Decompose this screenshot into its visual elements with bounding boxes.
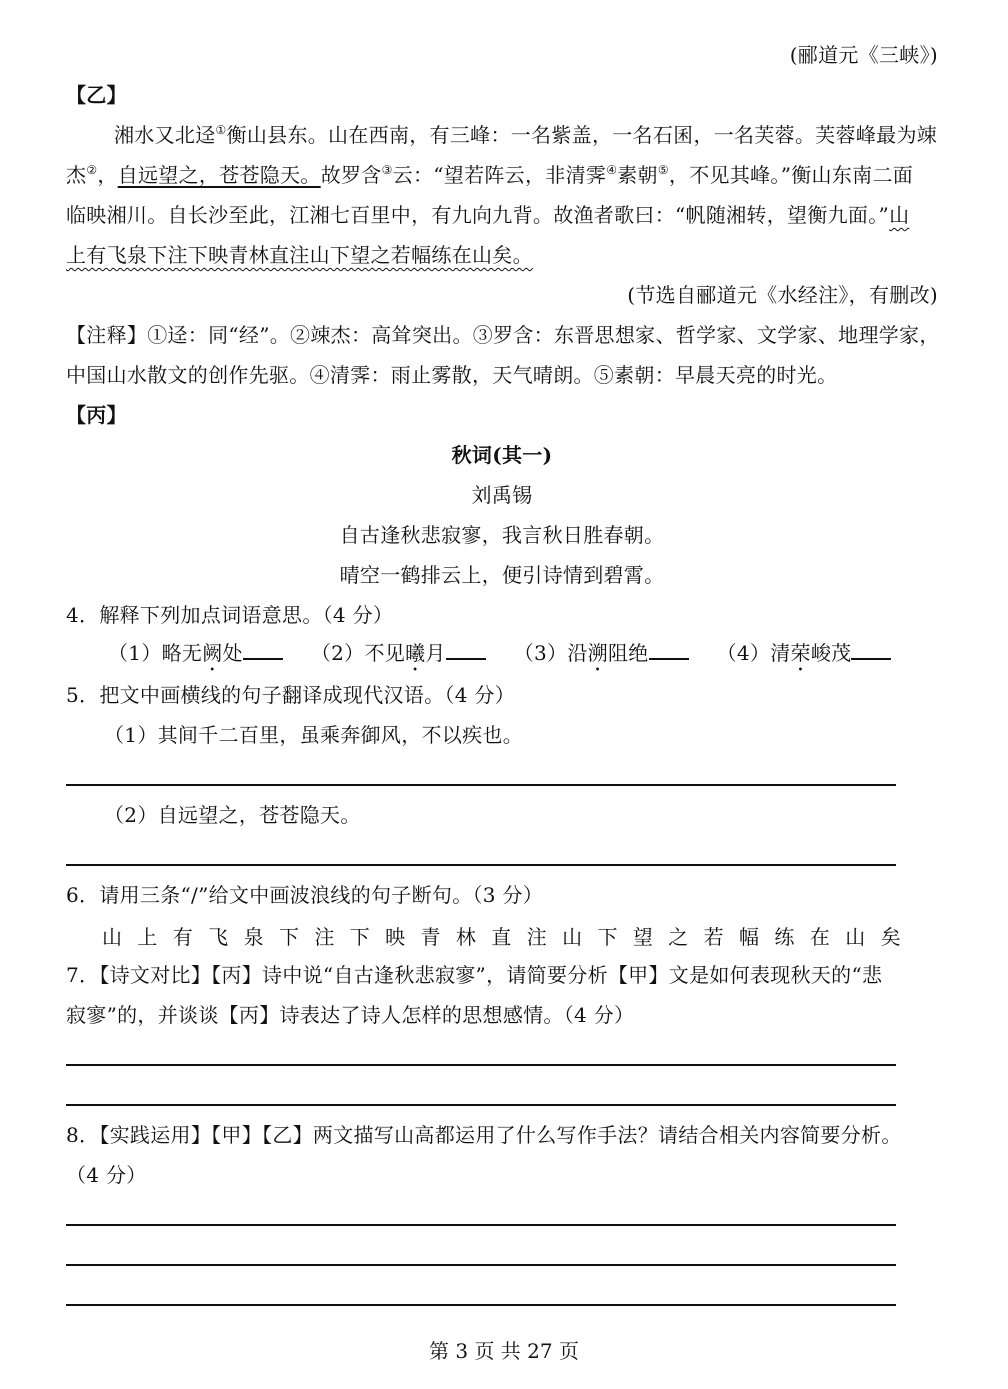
annotation-line-1: 【注释】①迳：同“经”。②竦杰：高耸突出。③罗含：东晋思想家、哲学家、文学家、地理学家， xyxy=(66,323,940,347)
question-4-items xyxy=(108,640,938,676)
sentence-char: 林 xyxy=(455,925,477,949)
answer-line[interactable] xyxy=(66,1104,896,1106)
footnote-marker: ③ xyxy=(381,163,393,177)
question-6-sentence[interactable] xyxy=(102,924,938,950)
question-4-item-1: （1）略无阙处 xyxy=(108,640,311,676)
sentence-char: 山 xyxy=(102,925,123,949)
question-4-item-2: （2）不见曦月 xyxy=(311,640,514,676)
question-4-item-4: （4）清荣峻茂 xyxy=(717,640,892,676)
sentence-char: 矣 xyxy=(880,925,901,949)
question-8-line-1: 8．【实践运用】【甲】【乙】两文描写山高都运用了什么写作手法？请结合相关内容简要分析。 xyxy=(66,1123,902,1147)
answer-blank[interactable] xyxy=(649,640,689,660)
passage-jia-source: (郦道元《三峡》) xyxy=(789,43,938,67)
passage-yi-line-4 xyxy=(66,242,938,268)
question-5-sub-2: （2）自远望之，苍苍隐天。 xyxy=(104,803,361,827)
sentence-char: 望 xyxy=(632,925,654,949)
poem-author: 刘禹锡 xyxy=(471,483,533,507)
sentence-char: 幅 xyxy=(739,925,760,949)
answer-line[interactable] xyxy=(66,864,896,866)
question-4-item-3: （3）沿溯阻绝 xyxy=(514,640,717,676)
poem-line-2: 晴空一鹤排云上，便引诗情到碧霄。 xyxy=(339,563,665,587)
sentence-char: 注 xyxy=(526,925,547,949)
question-7-line-1: 7．【诗文对比】【丙】诗中说“自古逢秋悲寂寥”，请简要分析【甲】文是如何表现秋天的“悲 xyxy=(66,963,883,987)
sentence-char: 直 xyxy=(491,925,512,949)
sentence-char: 下 xyxy=(597,925,618,949)
passage-yi-line-1: 湘水又北迳①衡山县东。山在西南，有三峰：一名紫盖，一名石囷，一名芙蓉。芙蓉峰最为竦 xyxy=(114,123,938,147)
answer-line[interactable] xyxy=(66,784,896,786)
question-6-prompt: 6．请用三条“/”给文中画波浪线的句子断句。（3 分） xyxy=(66,883,544,907)
sentence-char: 在 xyxy=(809,925,831,949)
footnote-marker: ④ xyxy=(606,163,618,177)
passage-yi-line-3: 临映湘川。自长沙至此，江湘七百里中，有九向九背。故渔者歌曰：“帆随湘转，望衡九面。”山 xyxy=(66,203,910,227)
sentence-char: 泉 xyxy=(243,925,264,949)
answer-blank[interactable] xyxy=(446,640,486,660)
sentence-char: 有 xyxy=(172,925,194,949)
footnote-marker: ② xyxy=(86,163,98,177)
wavy-sentence: 上有飞泉下注下映青林直注山下望之若幅练在山矣。 xyxy=(66,243,533,267)
footnote-marker: ⑤ xyxy=(657,163,669,177)
section-bing-heading: 【丙】 xyxy=(66,403,127,427)
sentence-char: 上 xyxy=(137,925,158,949)
sentence-char: 飞 xyxy=(208,925,229,949)
sentence-char: 青 xyxy=(420,925,441,949)
question-5-prompt: 5．把文中画横线的句子翻译成现代汉语。（4 分） xyxy=(66,683,516,707)
footnote-marker: ① xyxy=(215,123,227,137)
sentence-char: 下 xyxy=(349,925,371,949)
sentence-char: 若 xyxy=(703,925,724,949)
passage-yi-source: (节选自郦道元《水经注》，有删改) xyxy=(627,283,938,307)
page-number-footer: 第 3 页 共 27 页 xyxy=(429,1339,579,1363)
wavy-sentence-start: 山 xyxy=(889,203,910,227)
question-7-line-2: 寂寥”的，并谈谈【丙】诗表达了诗人怎样的思想感情。（4 分） xyxy=(66,1003,635,1027)
question-8-line-2: （4 分） xyxy=(66,1163,147,1187)
answer-blank[interactable] xyxy=(243,640,283,660)
question-5-sub-1: （1）其间千二百里，虽乘奔御风，不以疾也。 xyxy=(104,723,524,747)
answer-line[interactable] xyxy=(66,1064,896,1066)
answer-line[interactable] xyxy=(66,1224,896,1226)
sentence-char: 山 xyxy=(562,925,583,949)
answer-line[interactable] xyxy=(66,1304,896,1306)
answer-blank[interactable] xyxy=(851,640,891,660)
passage-yi-line-2: 杰②，自远望之，苍苍隐天。故罗含③云：“望若阵云，非清霁④素朝⑤，不见其峰。”衡山东南二面 xyxy=(66,163,914,187)
sentence-char: 注 xyxy=(314,925,335,949)
annotation-line-2: 中国山水散文的创作先驱。④清霁：雨止雾散，天气晴朗。⑤素朝：早晨天亮的时光。 xyxy=(66,363,838,387)
sentence-char: 映 xyxy=(385,925,406,949)
poem-line-1: 自古逢秋悲寂寥，我言秋日胜春朝。 xyxy=(339,523,665,547)
answer-line[interactable] xyxy=(66,1264,896,1266)
section-yi-heading: 【乙】 xyxy=(66,83,127,107)
sentence-char: 练 xyxy=(774,925,795,949)
sentence-char: 山 xyxy=(845,925,866,949)
question-4-prompt: 4．解释下列加点词语意思。（4 分） xyxy=(66,603,394,627)
sentence-char: 下 xyxy=(278,925,300,949)
poem-title: 秋词(其一) xyxy=(451,443,553,467)
underlined-sentence: 自远望之，苍苍隐天。 xyxy=(117,163,321,187)
sentence-char: 之 xyxy=(668,925,689,949)
